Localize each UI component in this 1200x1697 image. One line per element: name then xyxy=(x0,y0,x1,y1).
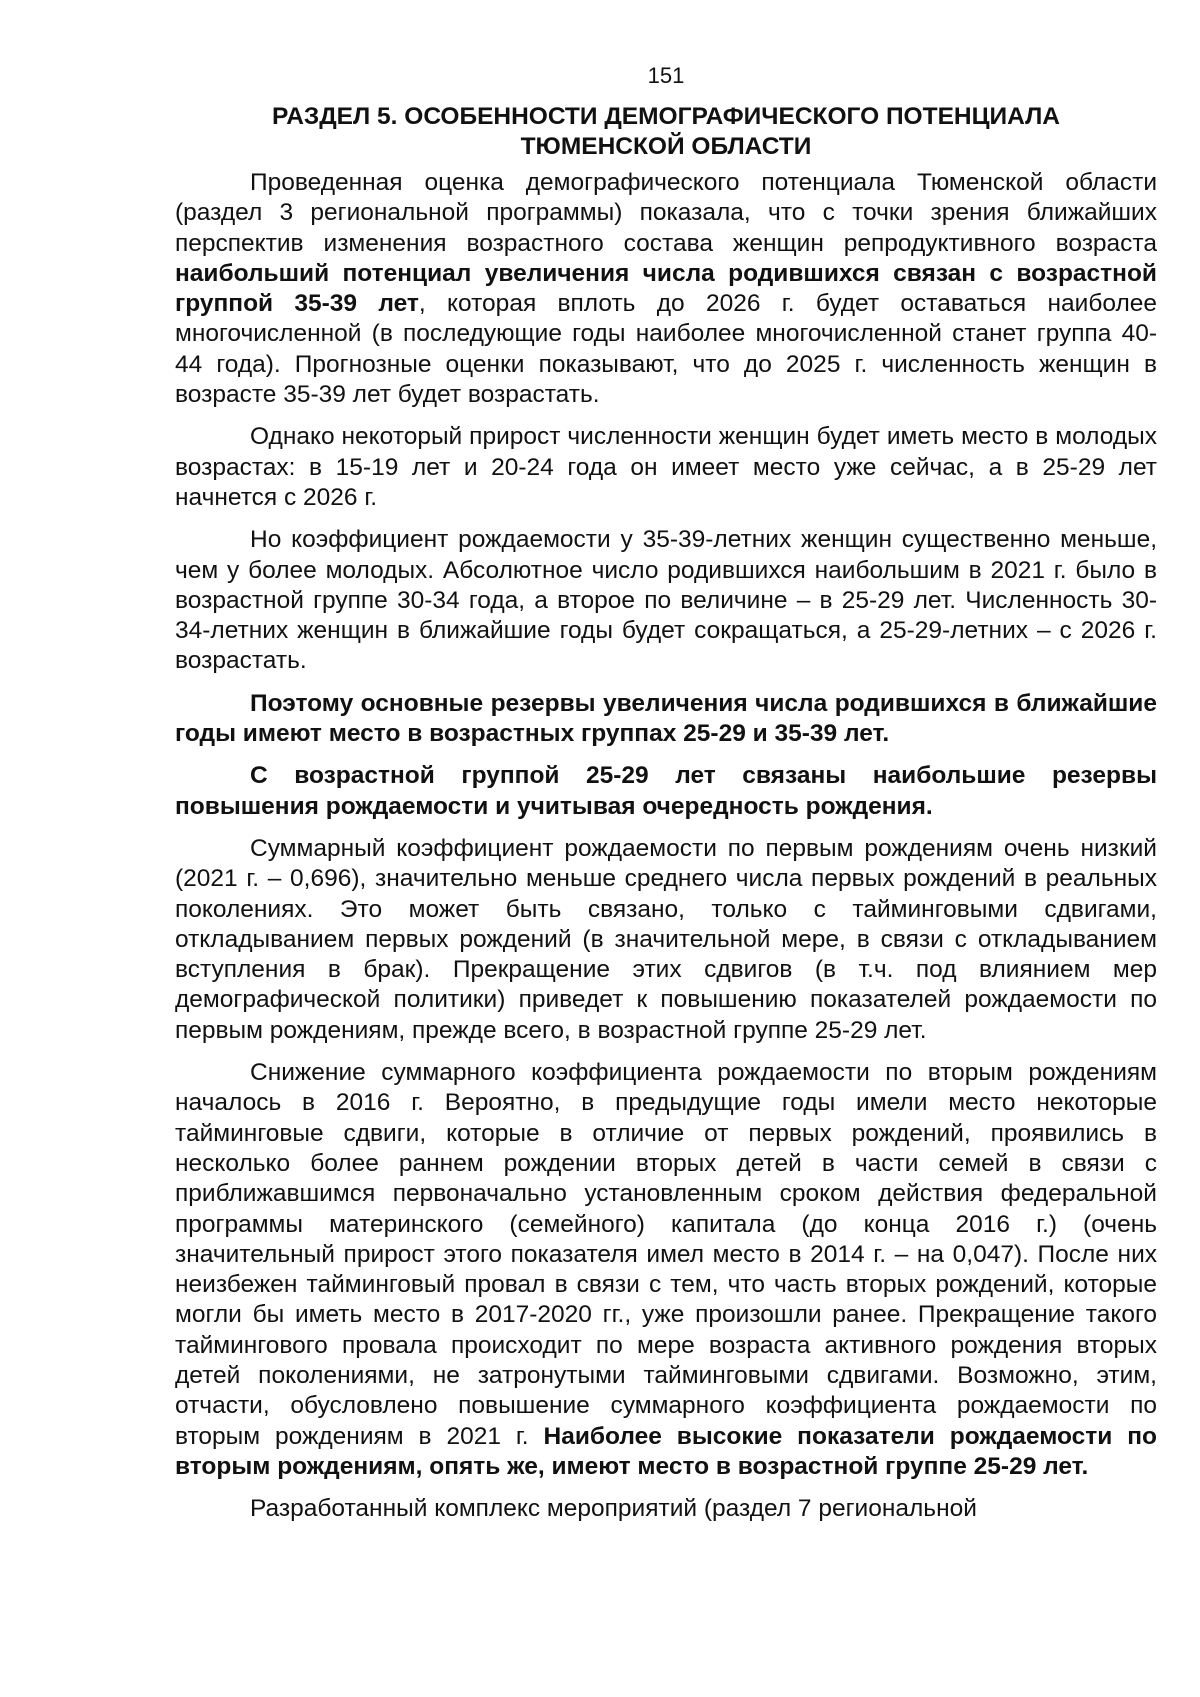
section-title xyxy=(175,102,1157,162)
paragraph-1 xyxy=(175,168,1157,410)
paragraph-6: Суммарный коэффициент рождаемости по первым рождениям очень низкий (2021 г. – 0,696), значительно меньше среднего числа первых рождений в реальных поколениях. Это может быть связано, только с тайминговыми сдвигами, откладыванием первых рождений (в значительной мере, в связи с откладыванием вступления в брак). Прекращение этих сдвигов (в т.ч. под влиянием мер демографической политики) приведет к повышению показателей рождаемости по первым рождениям, прежде всего, в возрастной группе 25-29 лет. xyxy=(175,834,1157,1044)
paragraph-1-rest: , которая вплоть до 2026 г. будет оставаться наиболее многочисленной (в последующие годы наиболее многочисленной станет группа 40-44 года). Прогнозные оценки показывают, что до 2025 г. численность женщин в возрасте 35-39 лет будет возрастать. xyxy=(175,290,1157,409)
section-title-line-2: ТЮМЕНСКОЙ ОБЛАСТИ xyxy=(520,133,812,160)
paragraph-7-body: Снижение суммарного коэффициента рождаемости по вторым рождениям началось в 2016 г. Вероятно, в предыдущие годы имели место некоторые тайминговые сдвиги, которые в отличие от первых рождений, проявились в несколько более раннем рождении вторых детей в части семей в связи с приближавшимся первоначально установленным сроком действия федеральной программы материнского (семейного) капитала (до конца 2016 г.) (очень значительный прирост этого показателя имел место в 2014 г. – на 0,047). После них неизбежен тайминговый провал в связи с тем, что часть вторых рождений, которые могли бы иметь место в 2017-2020 гг., уже произошли ранее. Прекращение такого таймингового провала происходит по мере возраста активного рождения вторых детей поколениями, не затронутыми тайминговыми сдвигами. Возможно, этим, отчасти, обусловлено повышение суммарного коэффициента рождаемости по вторым рождениям в 2021 г. xyxy=(175,1059,1157,1450)
paragraph-1-emphasis: наибольший потенциал увеличения числа родившихся связан с возрастной группой 35-39 лет xyxy=(175,259,1157,318)
paragraph-7-emphasis: Наиболее высокие показатели рождаемости по вторым рождениям, опять же, имеют место в возрастной группе 25-29 лет. xyxy=(175,1422,1157,1480)
paragraph-8: Разработанный комплекс мероприятий (раздел 7 региональной xyxy=(250,1495,977,1523)
section-title-line-1: РАЗДЕЛ 5. ОСОБЕННОСТИ ДЕМОГРАФИЧЕСКОГО ПОТЕНЦИАЛА xyxy=(272,103,1060,130)
paragraph-2: Однако некоторый прирост численности женщин будет иметь место в молодых возрастах: в 15-19 лет и 20-24 года он имеет место уже сейчас, а в 25-29 лет начнется с 2026 г. xyxy=(175,423,1157,511)
paragraph-7 xyxy=(175,1058,1157,1482)
document-page xyxy=(175,62,1157,1524)
paragraph-1-intro: Проведенная оценка демографического потенциала Тюменской области (раздел 3 региональной программы) показала, что с точки зрения ближайших перспектив изменения возрастного состава женщин репродуктивного возраста xyxy=(175,169,1157,257)
paragraph-3: Но коэффициент рождаемости у 35-39-летних женщин существенно меньше, чем у более молодых. Абсолютное число родившихся наибольшим в 2021 г. было в возрастной группе 30-34 года, а второе по величине – в 25-29 лет. Численность 30-34-летних женщин в ближайшие годы будет сокращаться, а 25-29-летних – с 2026 г. возрастать. xyxy=(175,526,1157,675)
paragraph-5-conclusion: С возрастной группой 25-29 лет связаны наибольшие резервы повышения рождаемости и учитывая очередность рождения. xyxy=(175,762,1157,820)
paragraph-4-conclusion: Поэтому основные резервы увеличения числа родившихся в ближайшие годы имеют место в возрастных группах 25-29 и 35-39 лет. xyxy=(175,689,1157,748)
page-number: 151 xyxy=(647,63,685,88)
